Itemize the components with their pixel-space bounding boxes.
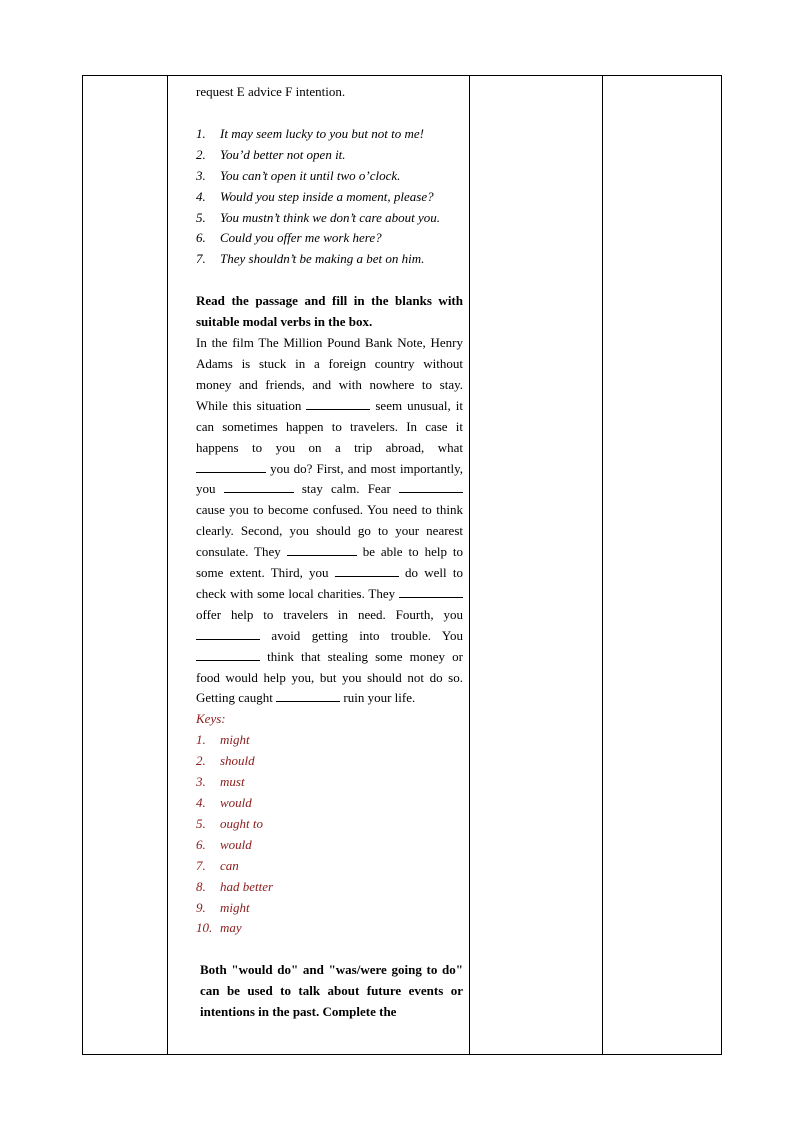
keys-list	[196, 730, 463, 939]
list-item: 10. may	[196, 920, 242, 936]
list-item: 2. should	[196, 753, 255, 769]
list-item: 9. might	[196, 899, 250, 915]
blank-1[interactable]	[306, 397, 370, 410]
blank-4[interactable]	[399, 480, 463, 493]
right-empty-cell	[603, 76, 722, 1055]
blank-5[interactable]	[287, 543, 357, 556]
intro-line: request E advice F intention.	[196, 84, 346, 99]
final-heading: Both "would do" and "was/were going to do" can be used to talk about future events or intentions in the past. Complete the	[200, 962, 463, 1020]
blank-2[interactable]	[196, 460, 266, 473]
blank-7[interactable]	[399, 585, 463, 598]
list-item: 7. They shouldn’t be making a bet on him.	[196, 251, 425, 267]
list-item: 3. You can’t open it until two o’clock.	[196, 167, 401, 183]
list-item: 1. might	[196, 732, 250, 748]
exercise-heading: Read the passage and fill in the blanks with suitable modal verbs in the box.	[196, 293, 463, 330]
lesson-table	[82, 75, 722, 1055]
examples-list	[196, 124, 463, 270]
list-item: 6. would	[196, 836, 252, 852]
blank-10[interactable]	[276, 689, 340, 702]
list-item: 4. Would you step inside a moment, please?	[196, 188, 434, 204]
blank-6[interactable]	[335, 564, 399, 577]
third-empty-cell	[470, 76, 603, 1055]
content-cell	[168, 76, 470, 1055]
list-item: 7. can	[196, 857, 239, 873]
left-empty-cell	[83, 76, 168, 1055]
blank-9[interactable]	[196, 648, 260, 661]
blank-8[interactable]	[196, 627, 260, 640]
list-item: 4. would	[196, 795, 252, 810]
keys-label: Keys:	[196, 711, 226, 727]
list-item: 2. You’d better not open it.	[196, 146, 346, 162]
list-item: 1. It may seem lucky to you but not to me!	[196, 125, 424, 141]
blank-3[interactable]	[224, 480, 294, 493]
list-item: 3. must	[196, 774, 245, 790]
list-item: 5. ought to	[196, 815, 263, 831]
passage: In the film The Million Pound Bank Note, Henry Adams is stuck in a foreign country without money and friends, and with nowhere to stay. While this situation seem unusual, it can sometimes happen to travelers. In case it happens to you on a trip abroad, what you do? First, and most importantly, you stay calm. Fear cause you to become confused. You need to think clearly. Second, you should go to your nearest consulate. They be able to help to some extent. Third, you do well to check with some local charities. They offer help to travelers in need. Fourth, you avoid getting into trouble. You think that stealing some money or food would help you, but you should not do so. Getting caught ruin your life.	[196, 335, 464, 706]
list-item: 8. had better	[196, 878, 274, 894]
list-item: 5. You mustn’t think we don’t care about you.	[196, 209, 441, 225]
list-item: 6. Could you offer me work here?	[196, 230, 382, 246]
